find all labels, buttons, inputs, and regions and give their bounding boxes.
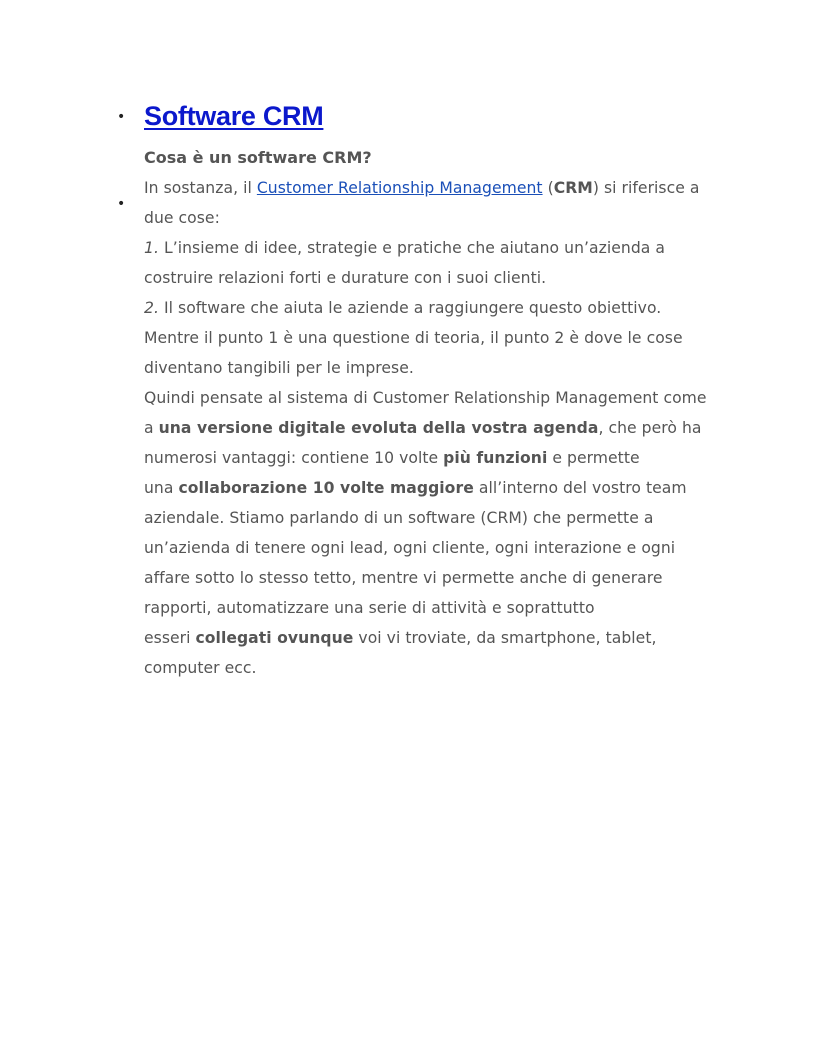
text-span: , che però ha <box>598 419 702 437</box>
text-span: ( <box>542 179 554 197</box>
text-span: ) si riferisce a <box>592 179 700 197</box>
bold-text: collaborazione 10 volte maggiore <box>178 479 474 497</box>
item-number: 1. <box>144 239 159 257</box>
title-link[interactable]: Software CRM <box>144 101 324 131</box>
bold-text: CRM <box>553 179 593 197</box>
text-line: rapporti, automatizzare una serie di attività e soprattutto <box>144 599 595 617</box>
crm-link[interactable]: Customer Relationship Management <box>256 179 543 197</box>
text-span: una <box>144 479 179 497</box>
text-line: diventano tangibili per le imprese. <box>144 359 414 377</box>
list-item-body <box>117 146 734 683</box>
text-line <box>144 413 734 443</box>
text-span: numerosi vantaggi: contiene 10 volte <box>144 449 444 467</box>
text-line <box>144 233 734 263</box>
text-span: all’interno del vostro team <box>473 479 687 497</box>
bold-text: collegati ovunque <box>195 629 354 647</box>
text-line: costruire relazioni forti e durature con i suoi clienti. <box>144 269 547 287</box>
text-line: Mentre il punto 1 è una questione di teoria, il punto 2 è dove le cose <box>144 329 683 347</box>
text-line <box>144 473 734 503</box>
subheading: Cosa è un software CRM? <box>144 148 372 167</box>
text-span: voi vi troviate, da smartphone, tablet, <box>353 629 657 647</box>
text-line: Quindi pensate al sistema di Customer Relationship Management come <box>144 389 707 407</box>
text-span: Il software che aiuta le aziende a raggiungere questo obiettivo. <box>158 299 662 317</box>
bold-text: una versione digitale evoluta della vostra agenda <box>158 419 599 437</box>
bullet-list <box>117 96 734 683</box>
text-line: aziendale. Stiamo parlando di un software (CRM) che permette a <box>144 509 654 527</box>
text-span: In sostanza, il <box>144 179 257 197</box>
bold-text: più funzioni <box>443 449 548 467</box>
text-line <box>144 173 734 203</box>
text-span: esseri <box>144 629 196 647</box>
text-line: un’azienda di tenere ogni lead, ogni cliente, ogni interazione e ogni <box>144 539 676 557</box>
list-item-title <box>117 96 734 136</box>
bullet-icon: • <box>117 109 126 125</box>
text-line <box>144 293 734 323</box>
text-line: due cose: <box>144 209 220 227</box>
body-paragraph <box>144 173 734 683</box>
text-line: computer ecc. <box>144 659 257 677</box>
bullet-icon: • <box>117 196 126 212</box>
text-span: a <box>144 419 159 437</box>
text-line <box>144 623 734 653</box>
text-line <box>144 443 734 473</box>
item-number: 2. <box>144 299 159 317</box>
text-span: L’insieme di idee, strategie e pratiche che aiutano un’azienda a <box>158 239 665 257</box>
text-line: affare sotto lo stesso tetto, mentre vi permette anche di generare <box>144 569 663 587</box>
text-span: e permette <box>547 449 640 467</box>
